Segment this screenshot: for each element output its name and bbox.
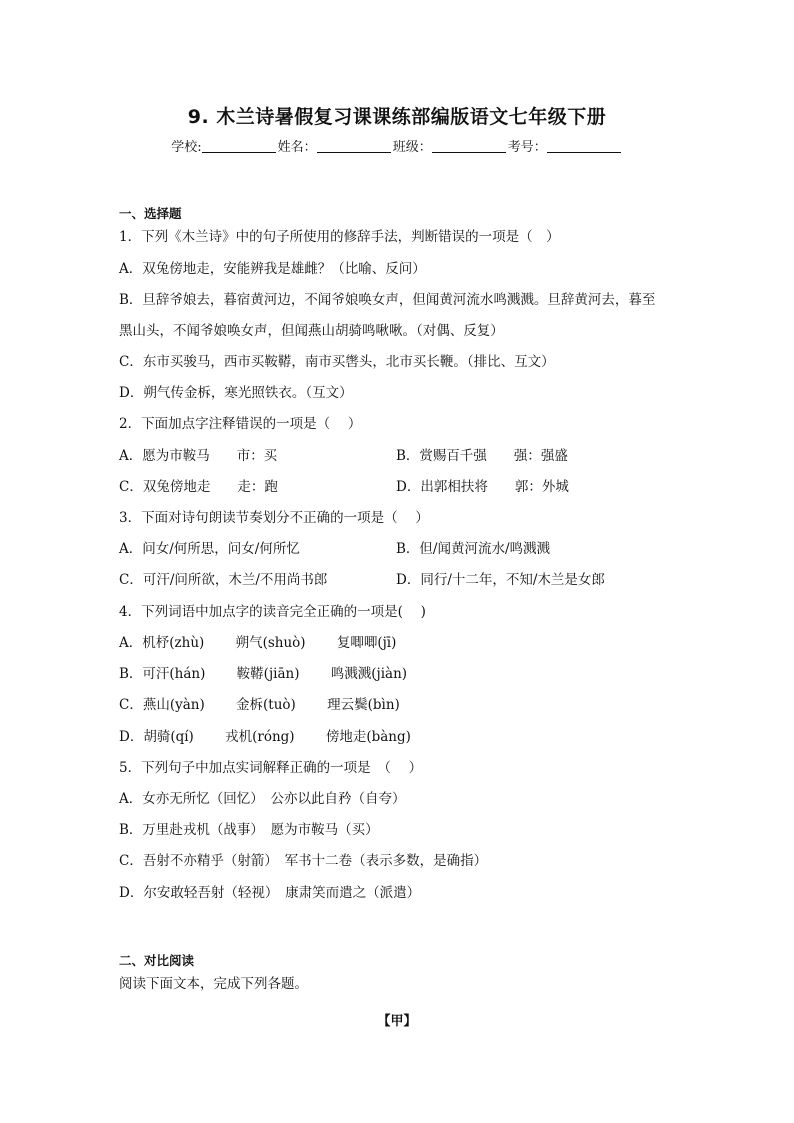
section-heading-choice: 一、选择题 xyxy=(119,206,182,221)
q5-option-c: C．吾射不亦精乎（射箭） 军书十二卷（表示多数，是确指） xyxy=(119,853,488,869)
q3-stem: 3．下面对诗句朗读节奏划分不正确的一项是（ ） xyxy=(119,510,429,526)
q1-option-a: A．双兔傍地走，安能辨我是雄雌？（比喻、反问） xyxy=(119,261,426,277)
q1-option-d: D．朔气传金柝，寒光照铁衣。（互文） xyxy=(119,385,353,401)
class-label: 班级： xyxy=(392,140,432,155)
reading-instructions: 阅读下面文本，完成下列各题。 xyxy=(119,976,308,992)
q1-option-c: C．东市买骏马，西市买鞍鞯，南市买辔头，北市买长鞭。（排比、互文） xyxy=(119,354,555,370)
passage-jia-label: 【甲】 xyxy=(377,1014,417,1029)
q3-option-b: B．但/闻黄河流水/鸣溅溅 xyxy=(396,541,551,557)
q2-option-c: C．双兔傍地走 走：跑 xyxy=(119,479,278,495)
exam-number-label: 考号： xyxy=(507,140,547,155)
class-blank[interactable] xyxy=(432,140,506,153)
q2-option-a: A．愿为市鞍马 市：买 xyxy=(119,448,278,464)
q4-option-d: D．胡骑(qí) 戎机(róng) 傍地走(bàng) xyxy=(119,729,411,745)
name-label: 姓名： xyxy=(277,140,317,155)
q1-option-b-line1: B．旦辞爷娘去，暮宿黄河边，不闻爷娘唤女声，但闻黄河流水鸣溅溅。旦辞黄河去，暮至 xyxy=(119,292,656,308)
q3-option-a: A．问女/何所思，问女/何所忆 xyxy=(119,541,300,557)
q5-option-a: A．女亦无所忆（回忆） 公亦以此自矜（自夸） xyxy=(119,791,406,807)
school-label: 学校: xyxy=(171,140,202,155)
name-blank[interactable] xyxy=(317,140,391,153)
q2-stem: 2．下面加点字注释错误的一项是（ ） xyxy=(119,416,362,432)
q5-option-d: D．尔安敢轻吾射（轻视） 康肃笑而遣之（派遣） xyxy=(119,885,421,901)
exam-number-blank[interactable] xyxy=(547,140,621,153)
q4-stem: 4．下列词语中加点字的读音完全正确的一项是( ) xyxy=(119,604,426,620)
q4-option-c: C．燕山(yàn) 金柝(tuò) 理云鬓(bìn) xyxy=(119,697,400,713)
q4-option-a: A．机杼(zhù) 朔气(shuò) 复唧唧(jī) xyxy=(119,635,397,651)
q2-option-b: B．赏赐百千强 强：强盛 xyxy=(396,448,568,464)
q2-option-d: D．出郭相扶将 郭：外城 xyxy=(396,479,569,495)
q1-stem: 1．下列《木兰诗》中的句子所使用的修辞手法，判断错误的一项是（ ） xyxy=(119,229,560,245)
q3-option-c: C．可汗/问所欲，木兰/不用尚书郎 xyxy=(119,572,328,588)
section-heading-reading: 二、对比阅读 xyxy=(119,953,195,968)
q4-option-b: B．可汗(hán) 鞍鞯(jiān) 鸣溅溅(jiàn) xyxy=(119,666,408,682)
q3-option-d: D．同行/十二年，不知/木兰是女郎 xyxy=(396,572,605,588)
q1-option-b-line2: 黑山头，不闻爷娘唤女声，但闻燕山胡骑鸣啾啾。（对偶、反复） xyxy=(119,323,504,339)
q5-option-b: B．万里赴戎机（战事） 愿为市鞍马（买） xyxy=(119,822,379,838)
school-blank[interactable] xyxy=(202,140,276,153)
student-info-line xyxy=(0,140,794,156)
document-title: 9. 木兰诗暑假复习课课练部编版语文七年级下册 xyxy=(187,106,607,128)
q5-stem: 5．下列句子中加点实词解释正确的一项是 （ ） xyxy=(119,760,423,776)
